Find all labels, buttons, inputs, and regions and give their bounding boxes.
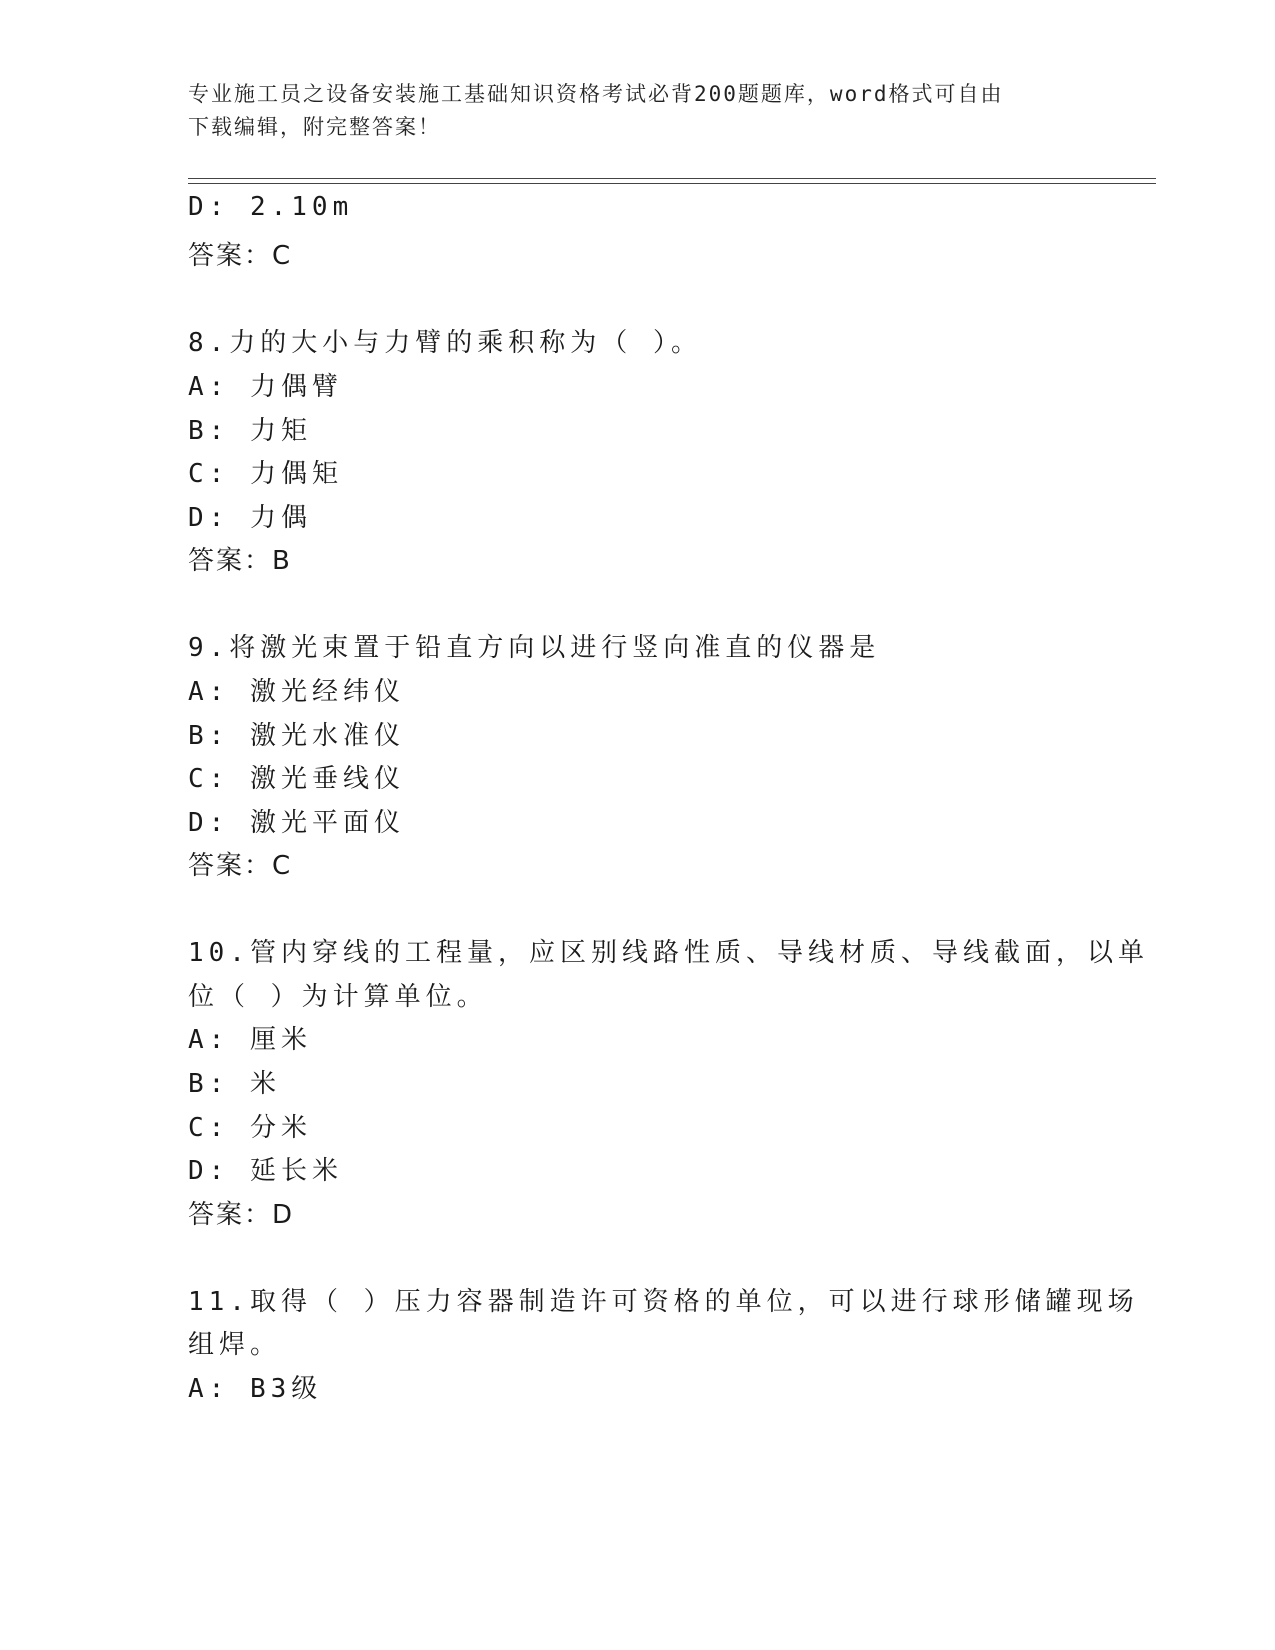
question-8-answer: 答案：B bbox=[188, 546, 292, 576]
question-11-stem-line-1: 11.取得（ ）压力容器制造许可资格的单位，可以进行球形储罐现场 bbox=[188, 1287, 1139, 1317]
question-10-option-c: C: 分米 bbox=[188, 1113, 312, 1143]
header-divider-top bbox=[188, 178, 1156, 179]
question-10-stem-line-2: 位（ ）为计算单位。 bbox=[188, 982, 488, 1012]
header-divider-bottom bbox=[188, 183, 1156, 184]
question-8-option-b: B: 力矩 bbox=[188, 416, 312, 446]
question-8-option-c: C: 力偶矩 bbox=[188, 459, 343, 489]
question-9-answer: 答案：C bbox=[188, 851, 293, 881]
question-8-option-a: A: 力偶臂 bbox=[188, 372, 343, 402]
question-10-option-b: B: 米 bbox=[188, 1069, 281, 1099]
question-10-option-a: A: 厘米 bbox=[188, 1025, 312, 1055]
question-10-stem-line-1: 10.管内穿线的工程量，应区别线路性质、导线材质、导线截面，以单 bbox=[188, 938, 1149, 968]
question-9-option-c: C: 激光垂线仪 bbox=[188, 764, 405, 794]
question-11-option-a: A: B3级 bbox=[188, 1374, 323, 1404]
question-8-option-d: D: 力偶 bbox=[188, 503, 312, 533]
document-title-line-1: 专业施工员之设备安装施工基础知识资格考试必背200题题库，word格式可自由 bbox=[188, 82, 1004, 106]
question-11-stem-line-2: 组焊。 bbox=[188, 1330, 282, 1360]
question-8-stem: 8.力的大小与力臂的乘积称为（ ）。 bbox=[188, 328, 702, 358]
document-title-line-2: 下载编辑，附完整答案！ bbox=[188, 115, 441, 139]
question-9-option-d: D: 激光平面仪 bbox=[188, 808, 405, 838]
prev-question-option-d: D: 2.10m bbox=[188, 192, 354, 222]
question-9-stem: 9.将激光束置于铅直方向以进行竖向准直的仪器是 bbox=[188, 633, 881, 663]
prev-question-answer: 答案：C bbox=[188, 241, 293, 271]
question-10-answer: 答案：D bbox=[188, 1200, 295, 1230]
question-9-option-a: A: 激光经纬仪 bbox=[188, 677, 405, 707]
question-10-option-d: D: 延长米 bbox=[188, 1156, 343, 1186]
question-9-option-b: B: 激光水准仪 bbox=[188, 721, 405, 751]
